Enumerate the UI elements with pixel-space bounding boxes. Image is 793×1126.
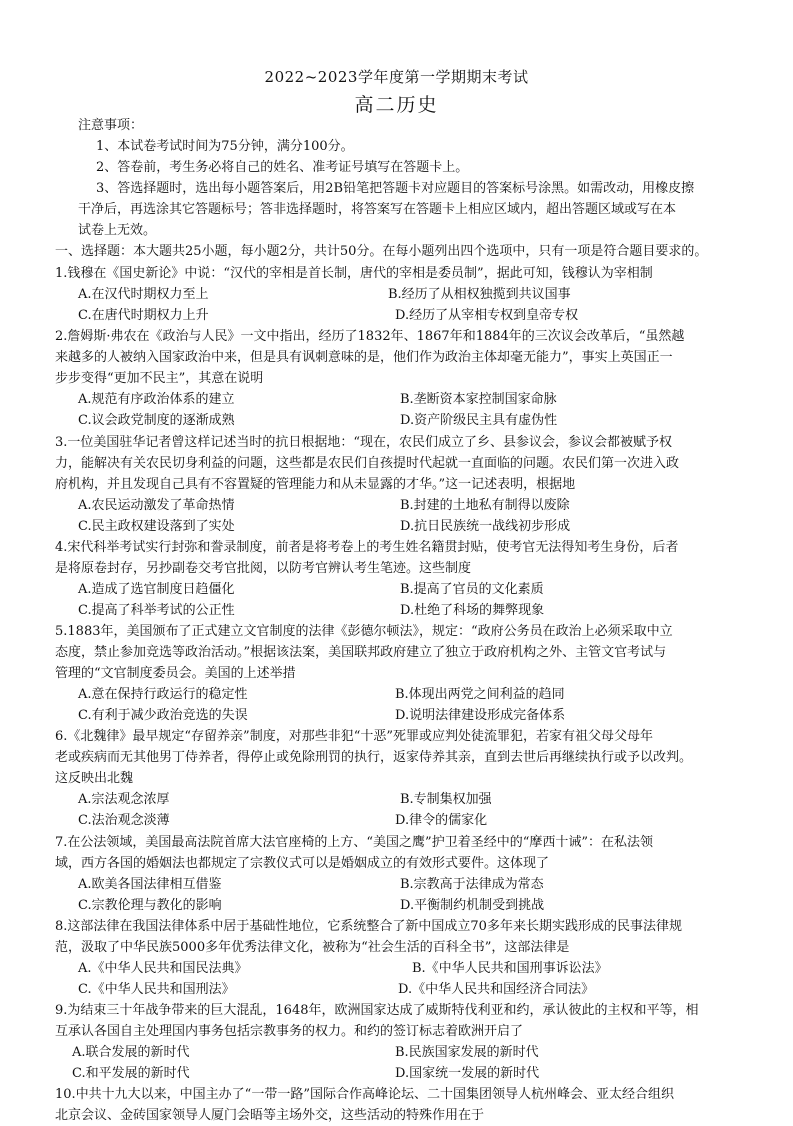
question-stem: 老或疾病而无其他男丁侍养者，得停止或免除刑罚的执行，返家侍养其亲，直到去世后再继续执行或予以改判。: [55, 750, 693, 765]
option-a: A.《中华人民共和国民法典》: [78, 961, 248, 976]
subject-title: 高二历史: [354, 94, 439, 116]
question-stem: 6.《北魏律》最早规定“存留养亲”制度，对那些非犯“十恶”死罪或应判处徒流罪犯，若家有祖父母父母年: [55, 729, 653, 744]
option-d: D.抗日民族统一战线初步形成: [400, 519, 571, 534]
option-a: A.联合发展的新时代: [72, 1045, 190, 1060]
option-c: C.提高了科举考试的公正性: [78, 603, 235, 618]
notes-item-3: 3、答选择题时，选出每小题答案后，用2B铅笔把答题卡对应题目的答案标号涂黑。如需改动，用橡皮擦: [96, 181, 695, 196]
option-b: B.宗教高于法律成为常态: [400, 877, 544, 892]
notes-heading: 注意事项：: [78, 118, 144, 133]
question-stem: 7.在公法领域，美国最高法院首席大法官座椅的上方、“美国之鹰”护卫着圣经中的“摩西十诫”：在私法领: [55, 835, 653, 850]
question-stem: 来越多的人被纳入国家政治中来，但是具有讽刺意味的是，他们作为政治主体却毫无能力”，事实上英国正一: [55, 350, 673, 365]
question-stem: 这反映出北魏: [55, 771, 134, 786]
question-stem: 4.宋代科举考试实行封弥和誊录制度，前者是将考卷上的考生姓名籍贯封贴，使考官无法得知考生身份，后者: [55, 540, 679, 555]
option-c: C.民主政权建设落到了实处: [78, 519, 235, 534]
option-b: B.提高了官员的文化素质: [400, 582, 544, 597]
option-c: C.法治观念淡薄: [78, 813, 170, 828]
notes-item-1: 1、本试卷考试时间为75分钟，满分100分。: [96, 139, 354, 154]
question-stem: 5.1883年，美国颁布了正式建立文官制度的法律《彭德尔顿法》，规定：“政府公务员在政治上必须采取中立: [55, 624, 673, 639]
exam-title: 2022~2023学年度第一学期期末考试: [264, 68, 529, 86]
option-a: A.欧美各国法律相互借鉴: [78, 877, 222, 892]
option-a: A.规范有序政治体系的建立: [78, 392, 235, 407]
question-stem: 互承认各国自主处理国内事务包括宗教事务的权力。和约的签订标志着欧洲开启了: [55, 1024, 524, 1039]
question-stem: 是将原卷封存，另抄副卷交考官批阅，以防考官辨认考生笔迹。这些制度: [55, 561, 472, 576]
option-a: A.宗法观念浓厚: [78, 792, 170, 807]
option-b: B.民族国家发展的新时代: [395, 1045, 539, 1060]
option-b: B.垄断资本家控制国家命脉: [400, 392, 557, 407]
option-d: D.经历了从宰相专权到皇帝专权: [395, 308, 579, 323]
question-stem: 范，汲取了中华民族5000多年优秀法律文化，被称为“社会生活的百科全书”，这部法律是: [55, 940, 570, 955]
question-stem: 9.为结束三十年战争带来的巨大混乱，1648年，欧洲国家达成了威斯特伐利亚和约，承认彼此的主权和平等，相: [55, 1003, 699, 1018]
option-c: C.和平发展的新时代: [72, 1066, 190, 1081]
question-stem: 力，能解决有关农民切身利益的问题，这些都是农民们自孩提时代起就一直面临的问题。农民们第一次进入政: [55, 456, 680, 471]
question-stem: 1.钱穆在《国史新论》中说：“汉代的宰相是首长制，唐代的宰相是委员制”，据此可知，钱穆认为宰相制: [55, 266, 653, 281]
question-stem: 府机构，并且发现自己具有不容置疑的管理能力和从未显露的才华。”这一记述表明，根据地: [55, 477, 576, 492]
option-b: B.专制集权加强: [400, 792, 492, 807]
question-stem: 管理的“文官制度委员会。美国的上述举措: [55, 666, 296, 681]
option-d: D.杜绝了科场的舞弊现象: [400, 603, 545, 618]
option-b: B.经历了从相权独揽到共议国事: [388, 287, 571, 302]
question-stem: 10.中共十九大以来，中国主办了“一带一路”国际合作高峰论坛、二十国集团领导人杭州峰会、亚太经合组织: [55, 1087, 674, 1102]
notes-item-3-cont: 试卷上无效。: [78, 223, 157, 238]
option-d: D.平衡制约机制受到挑战: [400, 898, 545, 913]
option-d: D.资产阶级民主具有虚伪性: [400, 413, 558, 428]
option-c: C.议会政党制度的逐渐成熟: [78, 413, 235, 428]
option-a: A.农民运动激发了革命热情: [78, 498, 235, 513]
option-d: D.《中华人民共和国经济合同法》: [398, 982, 595, 997]
section-instruction: 一、选择题：本大题共25小题，每小题2分，共计50分。在每小题列出四个选项中，只有一项是符合题目要求的。: [55, 244, 708, 259]
option-c: C.宗教伦理与教化的影响: [78, 898, 222, 913]
question-stem: 北京会议、金砖国家领导人厦门会晤等主场外交，这些活动的特殊作用在于: [55, 1108, 485, 1123]
question-stem: 3.一位美国驻华记者曾这样记述当时的抗日根据地：“现在，农民们成立了乡、县参议会，参议会都被赋予权: [55, 435, 673, 450]
option-d: D.国家统一发展的新时代: [395, 1066, 540, 1081]
option-a: A.造成了选官制度日趋僵化: [78, 582, 235, 597]
option-d: D.说明法律建设形成完备体系: [395, 708, 566, 723]
option-b: B.《中华人民共和国刑事诉讼法》: [412, 961, 608, 976]
option-c: C.《中华人民共和国刑法》: [78, 982, 235, 997]
question-stem: 域，西方各国的婚姻法也都规定了宗教仪式可以是婚姻成立的有效形式要件。这体现了: [55, 856, 550, 871]
question-stem: 步步变得“更加不民主”，其意在说明: [55, 371, 264, 386]
option-d: D.律令的儒家化: [395, 813, 488, 828]
question-stem: 态度，禁止参加竞选等政治活动。”根据该法案，美国联邦政府建立了独立于政府机构之外、主管文官考试与: [55, 645, 667, 660]
option-b: B.封建的土地私有制得以废除: [400, 498, 570, 513]
option-a: A.在汉代时期权力至上: [78, 287, 209, 302]
option-b: B.体现出两党之间利益的趋同: [395, 687, 565, 702]
option-c: C.有利于减少政治竞选的失误: [78, 708, 248, 723]
option-c: C.在唐代时期权力上升: [78, 308, 209, 323]
notes-item-2: 2、答卷前，考生务必将自己的姓名、准考证号填写在答题卡上。: [96, 160, 469, 175]
question-stem: 2.詹姆斯·弗农在《政治与人民》一文中指出，经历了1832年、1867年和1884年的三次议会改革后，“虽然越: [55, 329, 685, 344]
question-stem: 8.这部法律在我国法律体系中居于基础性地位，它系统整合了新中国成立70多年来长期实践形成的民事法律规: [55, 919, 682, 934]
notes-item-3-cont: 干净后，再选涂其它答题标号；答非选择题时，将答案写在答题卡上相应区域内，超出答题区域或写在本: [78, 202, 677, 217]
option-a: A.意在保持行政运行的稳定性: [78, 687, 248, 702]
